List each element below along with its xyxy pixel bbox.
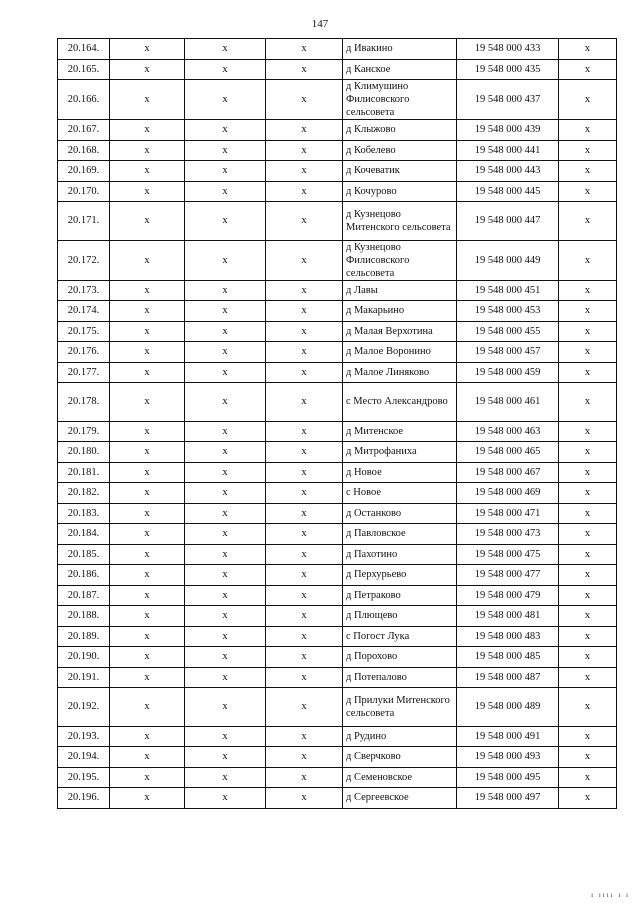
oktmo-code-cell: 19 548 000 489: [457, 688, 559, 727]
row-number-cell: 20.190.: [58, 647, 110, 668]
x-cell: х: [266, 503, 343, 524]
table-row: [58, 342, 617, 363]
settlement-name-cell: д Петраково: [343, 585, 457, 606]
x-cell: х: [266, 321, 343, 342]
x-cell: х: [559, 321, 617, 342]
x-cell: х: [185, 767, 266, 788]
settlement-name-cell: д Перхурьево: [343, 565, 457, 586]
x-cell: х: [266, 120, 343, 141]
x-cell: х: [266, 421, 343, 442]
row-number-cell: 20.172.: [58, 240, 110, 280]
table-row: [58, 647, 617, 668]
x-cell: х: [110, 585, 185, 606]
table-row: [58, 483, 617, 504]
x-cell: х: [110, 140, 185, 161]
row-number-cell: 20.178.: [58, 383, 110, 422]
settlement-name-cell: с Погост Лука: [343, 626, 457, 647]
x-cell: х: [185, 688, 266, 727]
x-cell: х: [559, 383, 617, 422]
row-number-cell: 20.174.: [58, 301, 110, 322]
scan-footer-mark: ı ıııı ı ı: [591, 891, 630, 899]
x-cell: х: [185, 120, 266, 141]
oktmo-code-cell: 19 548 000 461: [457, 383, 559, 422]
table-row: [58, 202, 617, 241]
x-cell: х: [559, 280, 617, 301]
x-cell: х: [266, 362, 343, 383]
row-number-cell: 20.193.: [58, 726, 110, 747]
x-cell: х: [559, 544, 617, 565]
settlement-name-cell: д Митрофаниха: [343, 442, 457, 463]
settlement-name-cell: д Малая Верхотина: [343, 321, 457, 342]
x-cell: х: [266, 202, 343, 241]
row-number-cell: 20.195.: [58, 767, 110, 788]
oktmo-code-cell: 19 548 000 443: [457, 161, 559, 182]
x-cell: х: [110, 747, 185, 768]
settlement-name-cell: д Кузнецово Филисовского сельсовета: [343, 240, 457, 280]
settlement-name-cell: д Потепалово: [343, 667, 457, 688]
table-row: [58, 80, 617, 120]
x-cell: х: [110, 462, 185, 483]
x-cell: х: [266, 524, 343, 545]
row-number-cell: 20.182.: [58, 483, 110, 504]
settlement-name-cell: д Пахотино: [343, 544, 457, 565]
x-cell: х: [266, 140, 343, 161]
oktmo-code-cell: 19 548 000 497: [457, 788, 559, 809]
x-cell: х: [185, 140, 266, 161]
settlement-name-cell: с Место Александрово: [343, 383, 457, 422]
x-cell: х: [185, 483, 266, 504]
x-cell: х: [185, 667, 266, 688]
x-cell: х: [185, 342, 266, 363]
x-cell: х: [266, 39, 343, 60]
settlement-name-cell: д Кузнецово Митенского сельсовета: [343, 202, 457, 241]
x-cell: х: [110, 181, 185, 202]
x-cell: х: [559, 647, 617, 668]
settlement-name-cell: д Рудино: [343, 726, 457, 747]
oktmo-code-cell: 19 548 000 485: [457, 647, 559, 668]
x-cell: х: [110, 240, 185, 280]
oktmo-code-cell: 19 548 000 483: [457, 626, 559, 647]
oktmo-code-cell: 19 548 000 467: [457, 462, 559, 483]
x-cell: х: [559, 726, 617, 747]
x-cell: х: [110, 280, 185, 301]
settlement-name-cell: д Сергеевское: [343, 788, 457, 809]
x-cell: х: [110, 362, 185, 383]
table-row: [58, 503, 617, 524]
oktmo-code-cell: 19 548 000 471: [457, 503, 559, 524]
table-row: [58, 726, 617, 747]
oktmo-code-cell: 19 548 000 441: [457, 140, 559, 161]
x-cell: х: [266, 747, 343, 768]
oktmo-code-cell: 19 548 000 491: [457, 726, 559, 747]
x-cell: х: [185, 788, 266, 809]
x-cell: х: [110, 503, 185, 524]
x-cell: х: [185, 321, 266, 342]
x-cell: х: [110, 524, 185, 545]
settlement-name-cell: д Кочеватик: [343, 161, 457, 182]
x-cell: х: [559, 524, 617, 545]
oktmo-code-cell: 19 548 000 453: [457, 301, 559, 322]
x-cell: х: [185, 59, 266, 80]
x-cell: х: [266, 80, 343, 120]
settlement-name-cell: д Новое: [343, 462, 457, 483]
x-cell: х: [110, 39, 185, 60]
x-cell: х: [185, 161, 266, 182]
oktmo-code-cell: 19 548 000 447: [457, 202, 559, 241]
x-cell: х: [559, 462, 617, 483]
row-number-cell: 20.187.: [58, 585, 110, 606]
x-cell: х: [266, 240, 343, 280]
table-row: [58, 747, 617, 768]
oktmo-code-cell: 19 548 000 451: [457, 280, 559, 301]
x-cell: х: [559, 161, 617, 182]
x-cell: х: [559, 626, 617, 647]
row-number-cell: 20.188.: [58, 606, 110, 627]
x-cell: х: [559, 240, 617, 280]
table-row: [58, 767, 617, 788]
settlement-name-cell: д Лавы: [343, 280, 457, 301]
table-row: [58, 667, 617, 688]
x-cell: х: [110, 59, 185, 80]
x-cell: х: [185, 181, 266, 202]
table-row: [58, 240, 617, 280]
x-cell: х: [559, 59, 617, 80]
x-cell: х: [110, 342, 185, 363]
table-row: [58, 383, 617, 422]
oktmo-code-cell: 19 548 000 449: [457, 240, 559, 280]
x-cell: х: [559, 140, 617, 161]
x-cell: х: [185, 362, 266, 383]
oktmo-code-cell: 19 548 000 459: [457, 362, 559, 383]
settlement-name-cell: д Останково: [343, 503, 457, 524]
table-row: [58, 140, 617, 161]
x-cell: х: [266, 647, 343, 668]
table-row: [58, 462, 617, 483]
x-cell: х: [185, 202, 266, 241]
oktmo-code-cell: 19 548 000 487: [457, 667, 559, 688]
x-cell: х: [185, 647, 266, 668]
oktmo-code-cell: 19 548 000 473: [457, 524, 559, 545]
x-cell: х: [185, 606, 266, 627]
x-cell: х: [185, 442, 266, 463]
row-number-cell: 20.189.: [58, 626, 110, 647]
settlement-name-cell: д Малое Воронино: [343, 342, 457, 363]
row-number-cell: 20.181.: [58, 462, 110, 483]
x-cell: х: [185, 301, 266, 322]
row-number-cell: 20.165.: [58, 59, 110, 80]
x-cell: х: [185, 383, 266, 422]
settlement-name-cell: д Кочурово: [343, 181, 457, 202]
settlement-name-cell: д Канское: [343, 59, 457, 80]
x-cell: х: [266, 788, 343, 809]
x-cell: х: [266, 767, 343, 788]
x-cell: х: [185, 626, 266, 647]
oktmo-code-cell: 19 548 000 457: [457, 342, 559, 363]
x-cell: х: [266, 565, 343, 586]
x-cell: х: [559, 39, 617, 60]
x-cell: х: [266, 342, 343, 363]
x-cell: х: [266, 383, 343, 422]
x-cell: х: [559, 767, 617, 788]
table-row: [58, 59, 617, 80]
oktmo-code-cell: 19 548 000 455: [457, 321, 559, 342]
x-cell: х: [110, 726, 185, 747]
oktmo-code-cell: 19 548 000 439: [457, 120, 559, 141]
settlement-name-cell: с Новое: [343, 483, 457, 504]
x-cell: х: [110, 565, 185, 586]
page-number: 147: [311, 18, 329, 30]
x-cell: х: [110, 667, 185, 688]
settlement-name-cell: д Плющево: [343, 606, 457, 627]
settlement-name-cell: д Павловское: [343, 524, 457, 545]
x-cell: х: [185, 421, 266, 442]
row-number-cell: 20.186.: [58, 565, 110, 586]
x-cell: х: [185, 747, 266, 768]
row-number-cell: 20.194.: [58, 747, 110, 768]
x-cell: х: [559, 120, 617, 141]
x-cell: х: [110, 788, 185, 809]
row-number-cell: 20.171.: [58, 202, 110, 241]
oktmo-code-cell: 19 548 000 435: [457, 59, 559, 80]
x-cell: х: [559, 503, 617, 524]
x-cell: х: [110, 647, 185, 668]
table-row: [58, 442, 617, 463]
row-number-cell: 20.170.: [58, 181, 110, 202]
table-row: [58, 626, 617, 647]
settlement-name-cell: д Сверчково: [343, 747, 457, 768]
table-row: [58, 606, 617, 627]
x-cell: х: [559, 565, 617, 586]
table-row: [58, 280, 617, 301]
oktmo-code-cell: 19 548 000 445: [457, 181, 559, 202]
x-cell: х: [559, 606, 617, 627]
table-row: [58, 585, 617, 606]
x-cell: х: [266, 181, 343, 202]
table-row: [58, 524, 617, 545]
x-cell: х: [559, 788, 617, 809]
x-cell: х: [185, 565, 266, 586]
oktmo-code-cell: 19 548 000 495: [457, 767, 559, 788]
settlement-name-cell: д Порохово: [343, 647, 457, 668]
oktmo-code-cell: 19 548 000 437: [457, 80, 559, 120]
oktmo-code-cell: 19 548 000 481: [457, 606, 559, 627]
x-cell: х: [266, 442, 343, 463]
x-cell: х: [110, 161, 185, 182]
x-cell: х: [559, 442, 617, 463]
x-cell: х: [266, 301, 343, 322]
oktmo-code-cell: 19 548 000 479: [457, 585, 559, 606]
settlement-name-cell: д Малое Линяково: [343, 362, 457, 383]
table-row: [58, 161, 617, 182]
x-cell: х: [110, 120, 185, 141]
table-row: [58, 788, 617, 809]
row-number-cell: 20.173.: [58, 280, 110, 301]
x-cell: х: [185, 544, 266, 565]
x-cell: х: [559, 421, 617, 442]
row-number-cell: 20.191.: [58, 667, 110, 688]
x-cell: х: [266, 59, 343, 80]
settlement-name-cell: д Кобелево: [343, 140, 457, 161]
x-cell: х: [266, 726, 343, 747]
x-cell: х: [266, 626, 343, 647]
x-cell: х: [266, 280, 343, 301]
x-cell: х: [110, 483, 185, 504]
table-row: [58, 181, 617, 202]
settlement-name-cell: д Климушино Филисовского сельсовета: [343, 80, 457, 120]
row-number-cell: 20.176.: [58, 342, 110, 363]
x-cell: х: [185, 726, 266, 747]
oktmo-code-cell: 19 548 000 463: [457, 421, 559, 442]
table-row: [58, 301, 617, 322]
x-cell: х: [110, 767, 185, 788]
row-number-cell: 20.183.: [58, 503, 110, 524]
x-cell: х: [110, 606, 185, 627]
table-row: [58, 544, 617, 565]
oktmo-code-cell: 19 548 000 465: [457, 442, 559, 463]
x-cell: х: [110, 442, 185, 463]
table-row: [58, 688, 617, 727]
settlement-name-cell: д Семеновское: [343, 767, 457, 788]
row-number-cell: 20.167.: [58, 120, 110, 141]
x-cell: х: [185, 524, 266, 545]
x-cell: х: [266, 483, 343, 504]
settlements-table: [57, 38, 617, 809]
x-cell: х: [110, 688, 185, 727]
x-cell: х: [559, 667, 617, 688]
row-number-cell: 20.179.: [58, 421, 110, 442]
row-number-cell: 20.169.: [58, 161, 110, 182]
x-cell: х: [266, 462, 343, 483]
x-cell: х: [559, 362, 617, 383]
settlement-name-cell: д Клыжово: [343, 120, 457, 141]
row-number-cell: 20.192.: [58, 688, 110, 727]
table-row: [58, 362, 617, 383]
settlement-name-cell: д Ивакино: [343, 39, 457, 60]
x-cell: х: [110, 626, 185, 647]
table-row: [58, 120, 617, 141]
x-cell: х: [185, 80, 266, 120]
x-cell: х: [266, 688, 343, 727]
x-cell: х: [559, 483, 617, 504]
table-row: [58, 39, 617, 60]
row-number-cell: 20.185.: [58, 544, 110, 565]
x-cell: х: [110, 202, 185, 241]
x-cell: х: [559, 688, 617, 727]
x-cell: х: [559, 181, 617, 202]
oktmo-code-cell: 19 548 000 433: [457, 39, 559, 60]
x-cell: х: [559, 301, 617, 322]
x-cell: х: [266, 667, 343, 688]
oktmo-code-cell: 19 548 000 493: [457, 747, 559, 768]
x-cell: х: [559, 202, 617, 241]
table-row: [58, 321, 617, 342]
x-cell: х: [185, 503, 266, 524]
x-cell: х: [559, 342, 617, 363]
x-cell: х: [110, 80, 185, 120]
x-cell: х: [110, 544, 185, 565]
x-cell: х: [185, 240, 266, 280]
table-row: [58, 421, 617, 442]
x-cell: х: [185, 39, 266, 60]
x-cell: х: [559, 585, 617, 606]
x-cell: х: [110, 421, 185, 442]
x-cell: х: [559, 747, 617, 768]
row-number-cell: 20.196.: [58, 788, 110, 809]
settlement-name-cell: д Прилуки Митенского сельсовета: [343, 688, 457, 727]
x-cell: х: [559, 80, 617, 120]
oktmo-code-cell: 19 548 000 477: [457, 565, 559, 586]
row-number-cell: 20.175.: [58, 321, 110, 342]
row-number-cell: 20.184.: [58, 524, 110, 545]
oktmo-code-cell: 19 548 000 475: [457, 544, 559, 565]
settlement-name-cell: д Митенское: [343, 421, 457, 442]
row-number-cell: 20.166.: [58, 80, 110, 120]
x-cell: х: [266, 606, 343, 627]
x-cell: х: [185, 280, 266, 301]
row-number-cell: 20.168.: [58, 140, 110, 161]
x-cell: х: [110, 301, 185, 322]
x-cell: х: [110, 383, 185, 422]
x-cell: х: [266, 585, 343, 606]
row-number-cell: 20.180.: [58, 442, 110, 463]
x-cell: х: [185, 585, 266, 606]
settlement-name-cell: д Макарьино: [343, 301, 457, 322]
table-row: [58, 565, 617, 586]
x-cell: х: [266, 161, 343, 182]
row-number-cell: 20.177.: [58, 362, 110, 383]
x-cell: х: [266, 544, 343, 565]
oktmo-code-cell: 19 548 000 469: [457, 483, 559, 504]
row-number-cell: 20.164.: [58, 39, 110, 60]
x-cell: х: [110, 321, 185, 342]
x-cell: х: [185, 462, 266, 483]
table-body: [58, 39, 617, 809]
